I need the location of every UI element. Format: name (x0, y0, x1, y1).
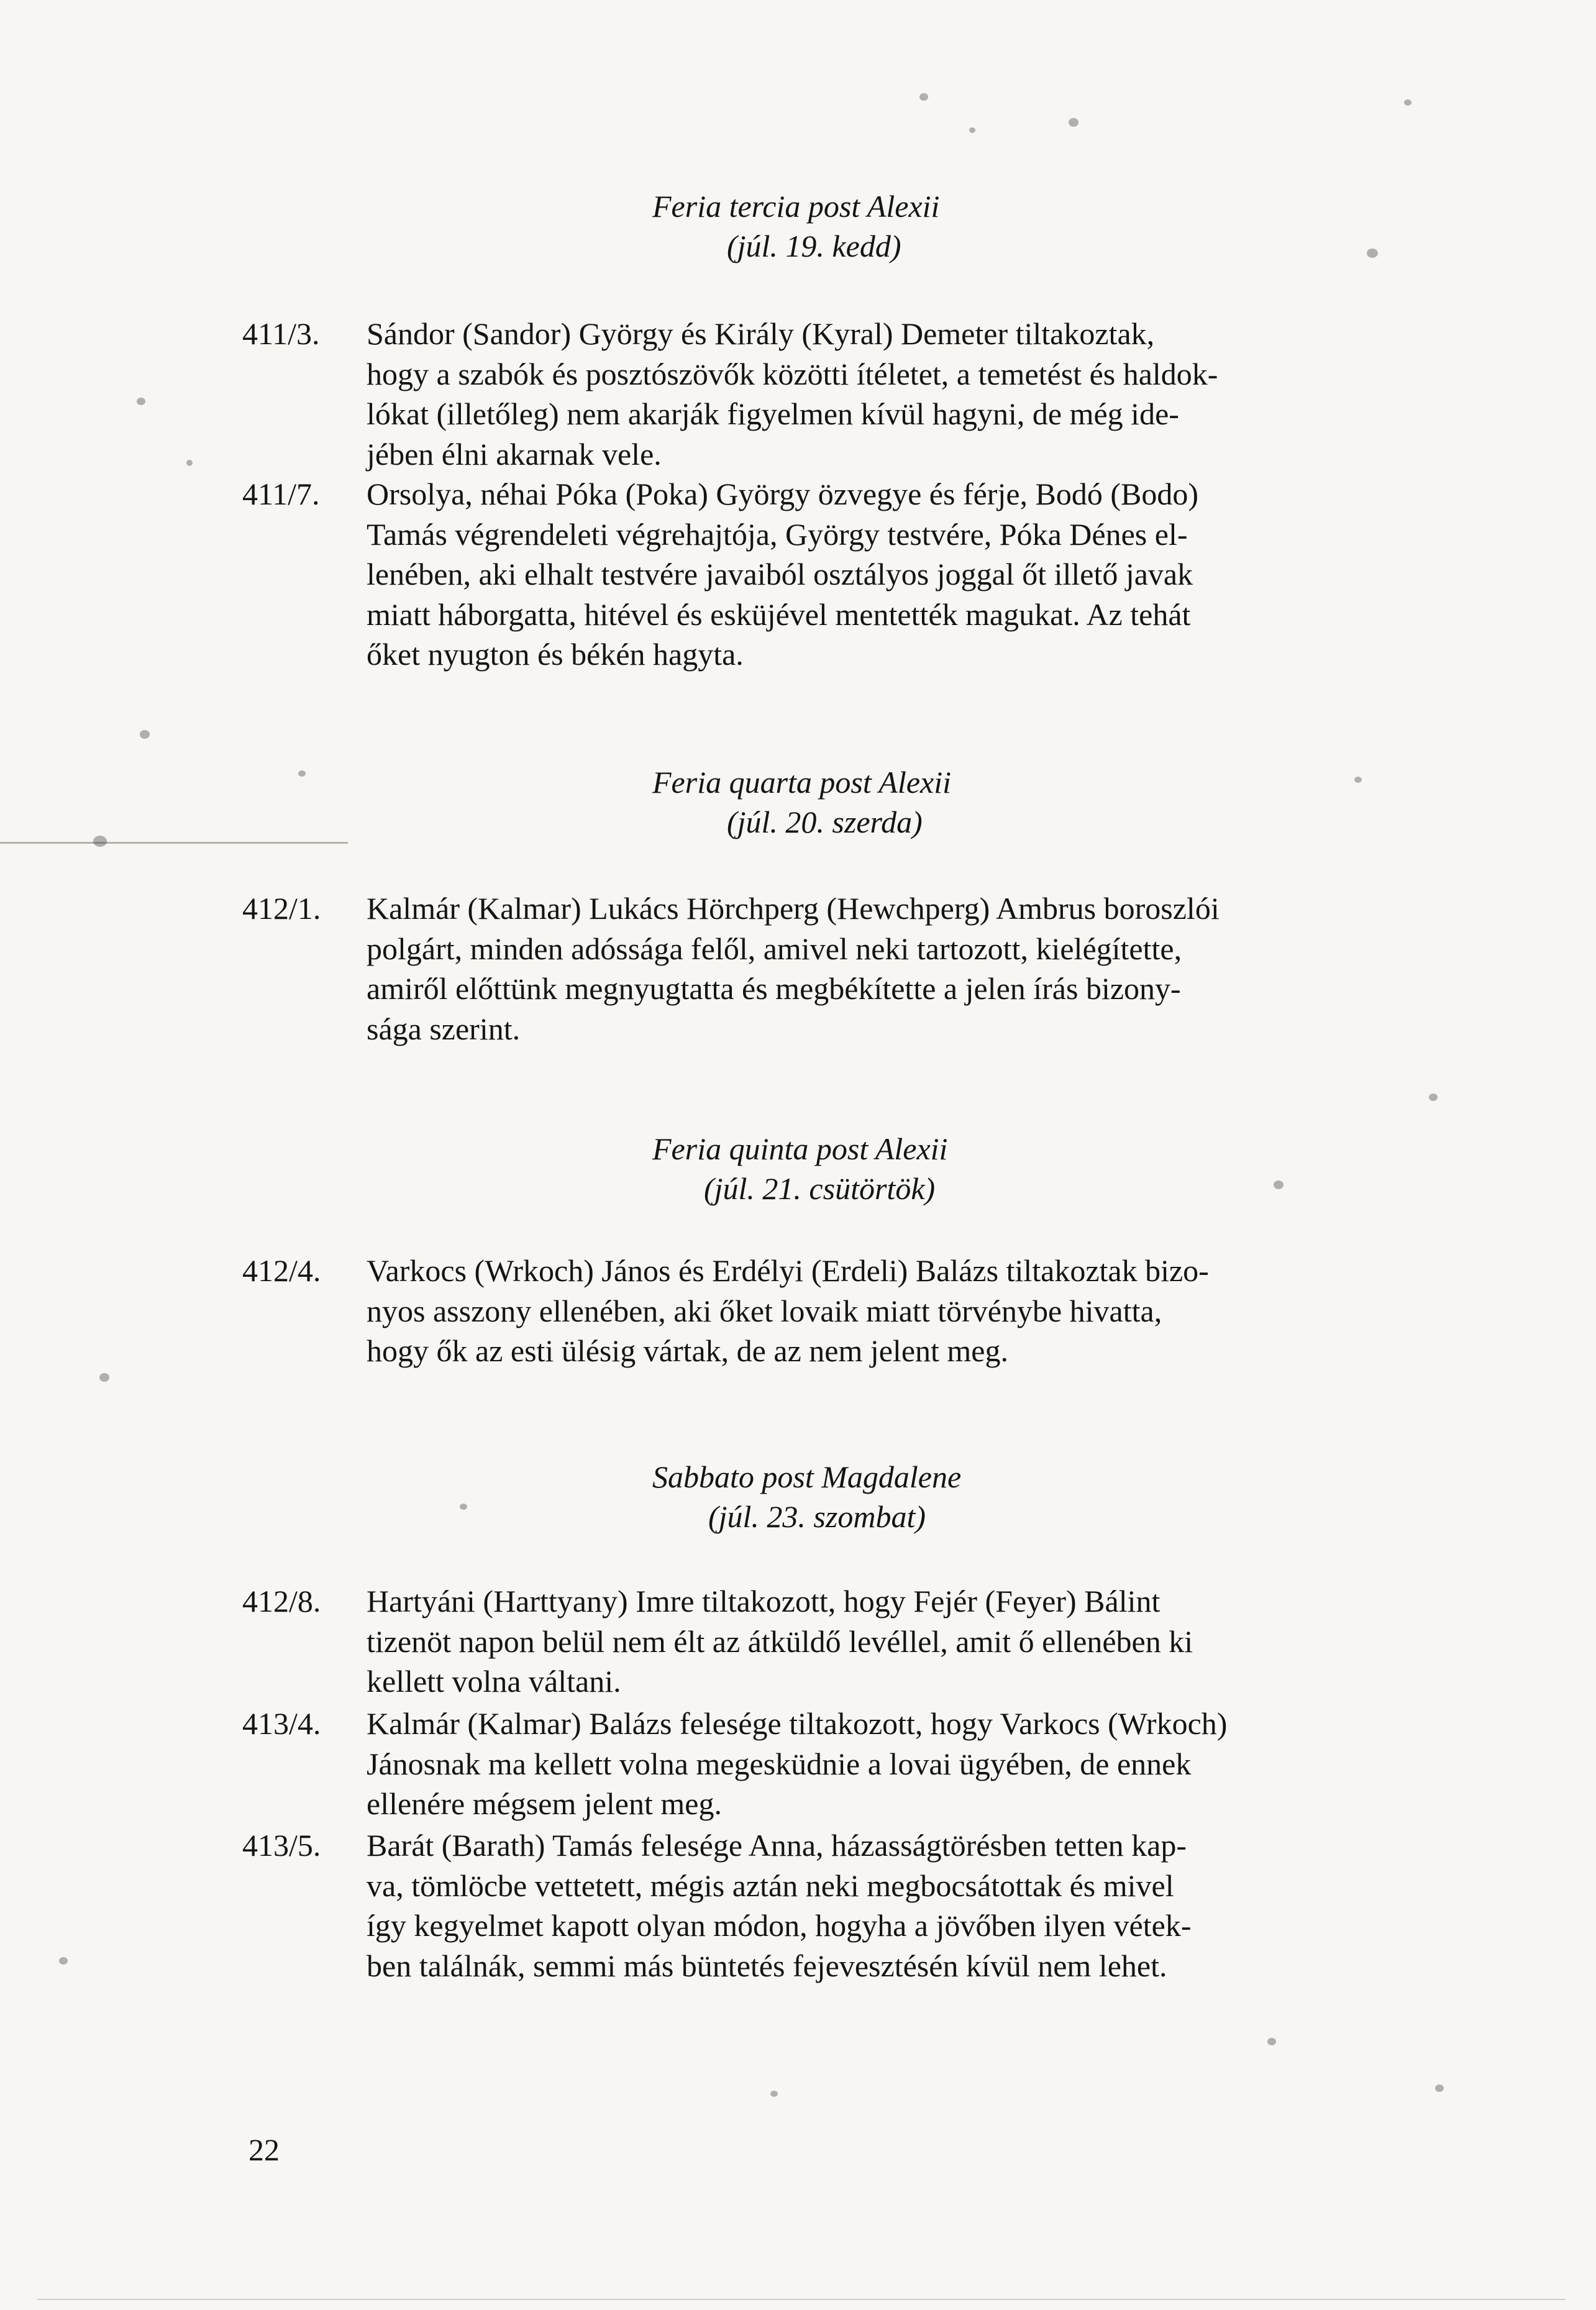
section-heading (0, 762, 1596, 842)
entry-text: Varkocs (Wrkoch) János és Erdélyi (Erdeli) Balázs tiltakoztak bizo- nyos asszony ellenében, aki őket lovaik miatt törvénybe hivatta, hogy ők az esti ülésig vártak, de az nem jelent meg. (367, 1253, 1209, 1368)
entry-number: 411/3. (242, 316, 320, 351)
entry-text: Sándor (Sandor) György és Király (Kyral) Demeter tiltakoztak, hogy a szabók és posztószövők közötti ítéletet, a temetést és haldok- lókat (illetőleg) nem akarják figyelmen kívül hagyni, de még ide- jében élni akarnak vele. (367, 316, 1218, 472)
entry-number: 411/7. (242, 477, 320, 511)
section-heading-title: Feria quinta post Alexii (652, 1131, 948, 1166)
section-heading-date: (júl. 19. kedd) (727, 229, 901, 263)
entry-number: 412/1. (242, 891, 321, 926)
entry-text: Barát (Barath) Tamás felesége Anna, házasságtörésben tetten kap- va, tömlöcbe vettetett, mégis aztán neki megbocsátottak és mivel így kegyelmet kapott olyan módon, hogyha a jövőben ilyen vétek- ben találnák, semmi más büntetés fejevesztésén kívül nem lehet. (367, 1828, 1192, 1983)
entry-number: 412/4. (242, 1253, 321, 1288)
entry-text: Orsolya, néhai Póka (Poka) György özvegye és férje, Bodó (Bodo) Tamás végrendeleti végrehajtója, György testvére, Póka Dénes el- lenében, aki elhalt testvére javaiból osztályos joggal őt illető javak miatt háborgatta, hitével és esküjével mentették magukat. Az tehát őket nyugton és békén hagyta. (367, 477, 1199, 672)
section-heading (0, 1129, 1596, 1208)
entry-text: Kalmár (Kalmar) Balázs felesége tiltakozott, hogy Varkocs (Wrkoch) Jánosnak ma kellett volna megesküdnie a lovai ügyében, de ennek ellenére mégsem jelent meg. (367, 1706, 1228, 1821)
entry-text: Kalmár (Kalmar) Lukács Hörchperg (Hewchperg) Ambrus boroszlói polgárt, minden adóssága felől, amivel neki tartozott, kielégítette, amiről előttünk megnyugtatta és megbékítette a jelen írás bizony- sága szerint. (367, 891, 1220, 1046)
page-number: 22 (249, 2132, 280, 2167)
section-heading (0, 186, 1596, 266)
section-heading-title: Feria quarta post Alexii (652, 765, 951, 800)
section-heading-date: (júl. 23. szombat) (708, 1499, 926, 1534)
entry-number: 412/8. (242, 1584, 321, 1618)
section-heading (0, 1457, 1596, 1536)
entry-text: Hartyáni (Harttyany) Imre tiltakozott, hogy Fejér (Feyer) Bálint tizenöt napon belül nem élt az átküldő levéllel, amit ő ellenében ki kellett volna váltani. (367, 1584, 1193, 1699)
entry-number: 413/4. (242, 1706, 321, 1741)
entry-number: 413/5. (242, 1828, 321, 1863)
section-heading-date: (júl. 21. csütörtök) (704, 1171, 936, 1206)
section-heading-date: (júl. 20. szerda) (727, 805, 923, 839)
section-heading-title: Feria tercia post Alexii (652, 189, 940, 224)
section-heading-title: Sabbato post Magdalene (652, 1459, 962, 1494)
